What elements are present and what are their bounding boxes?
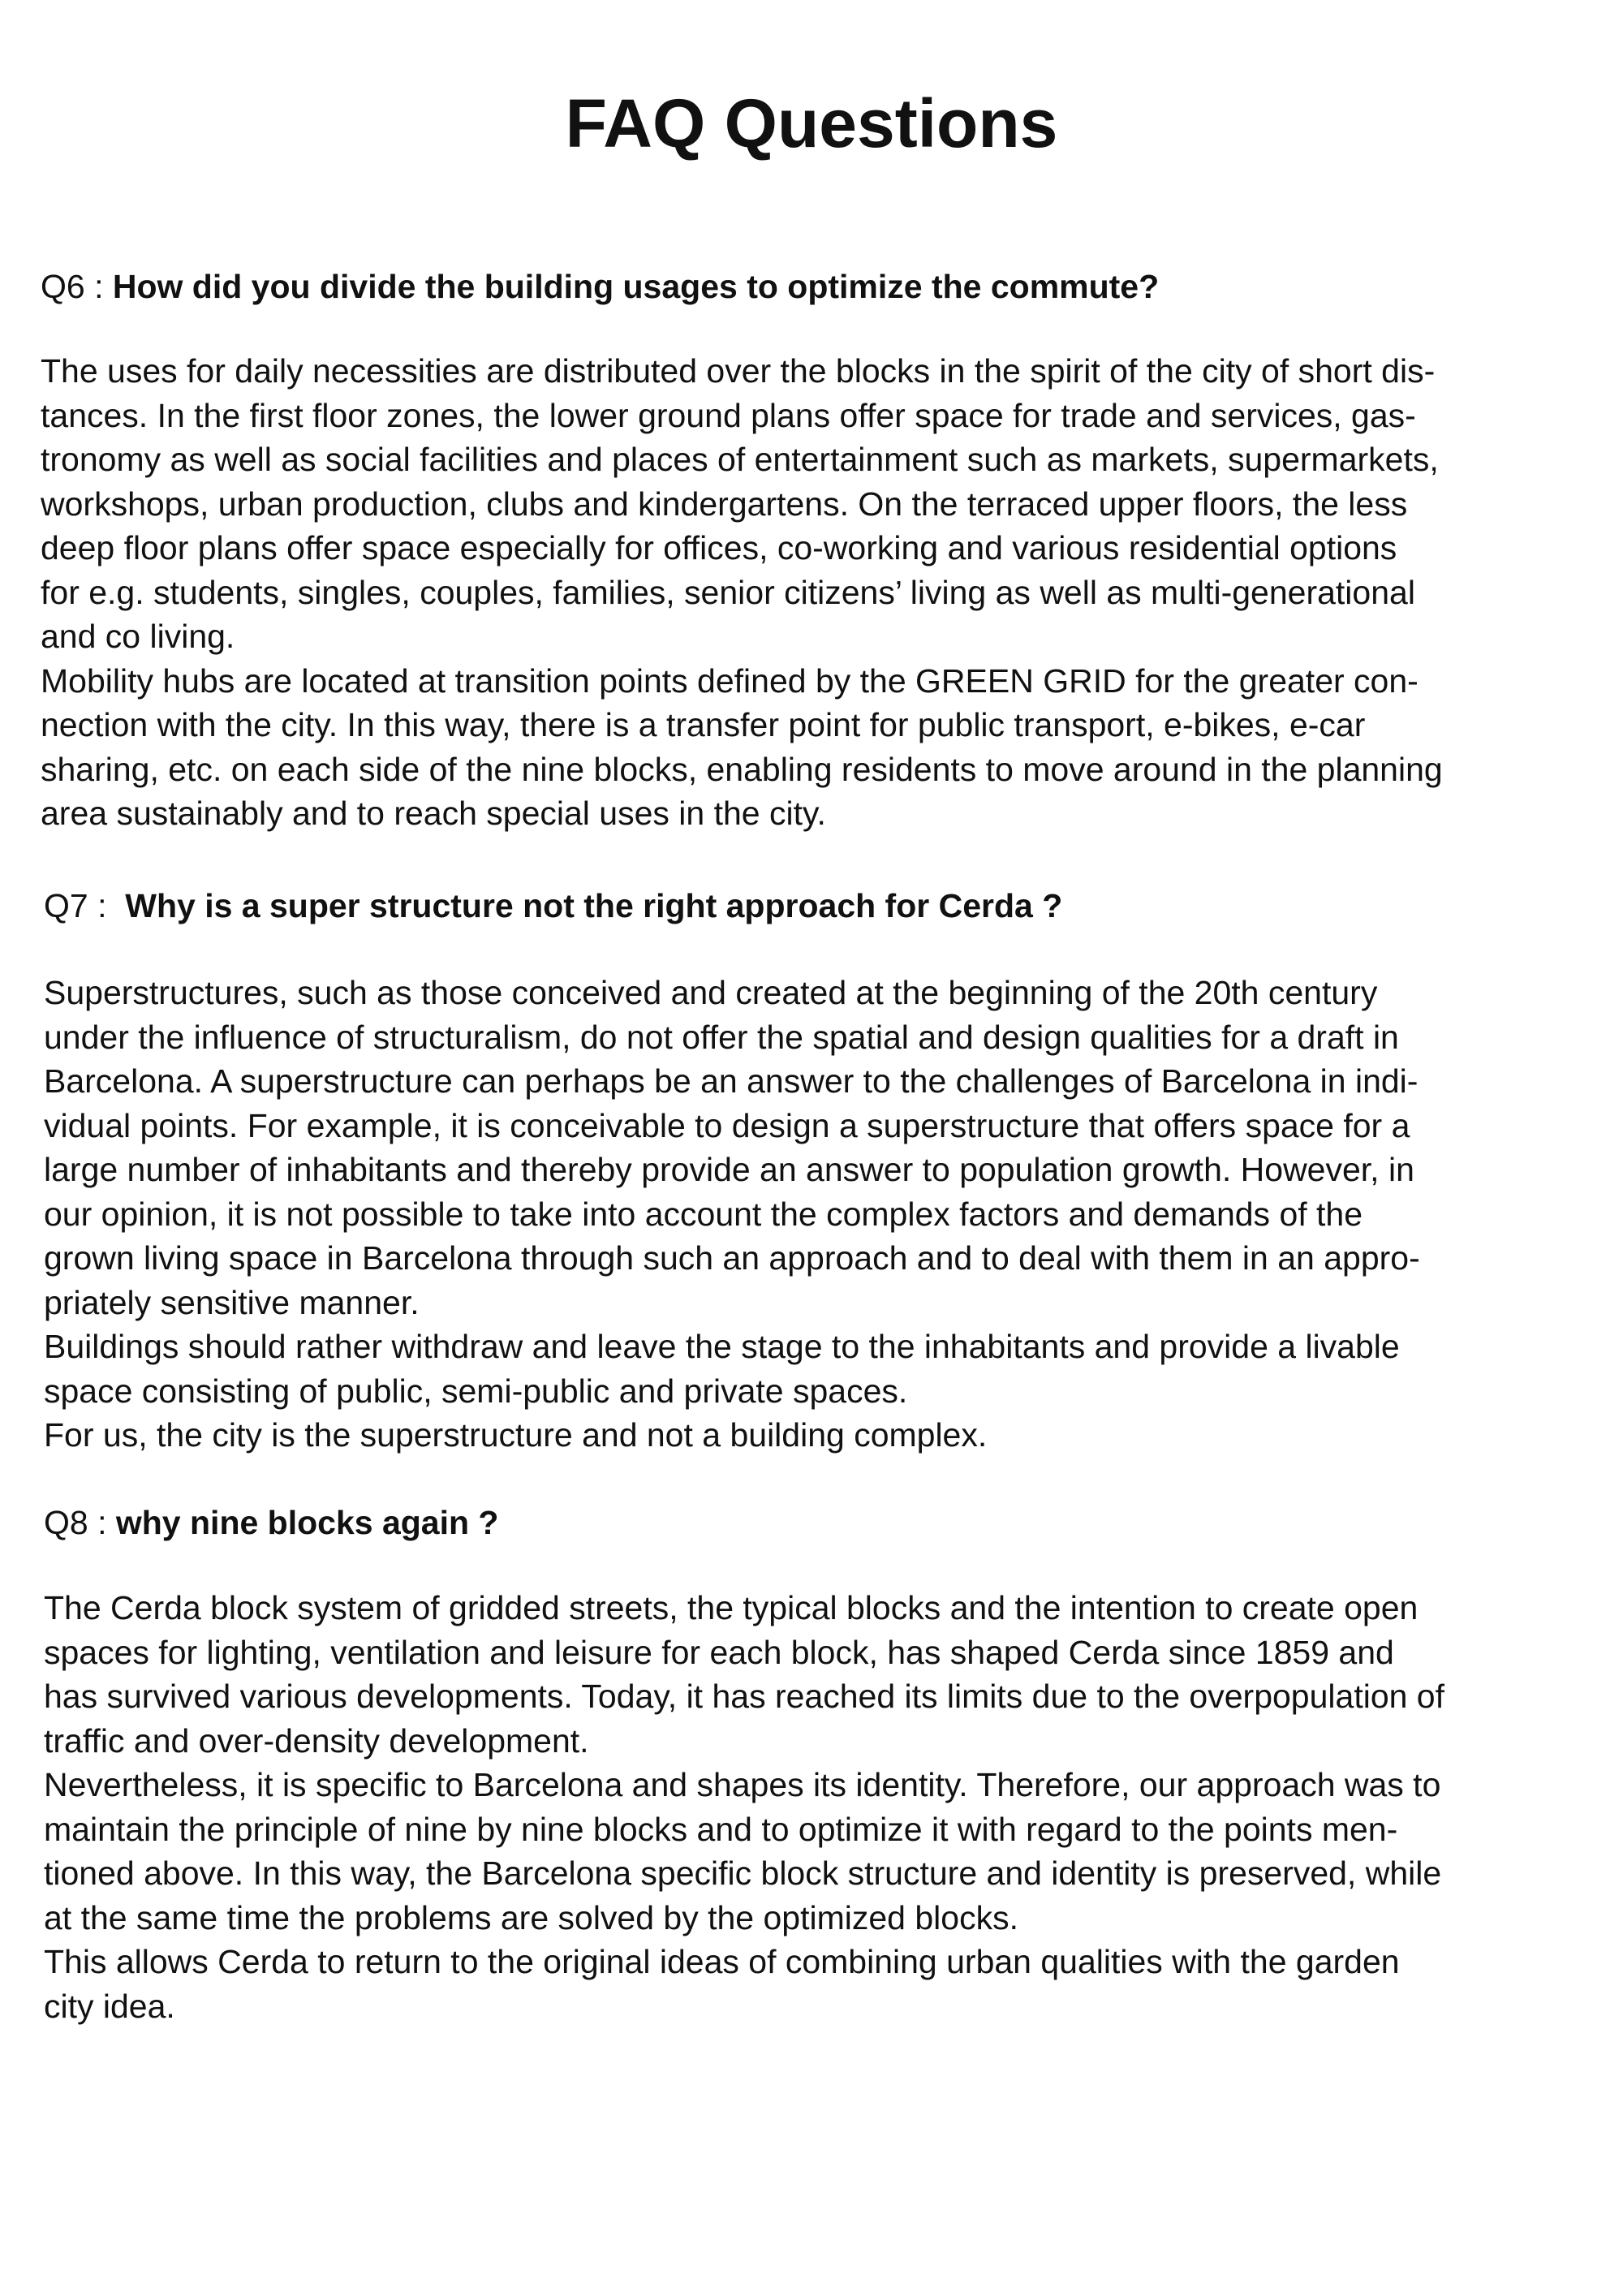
answer-line: Mobility hubs are located at transition points defined by the GREEN GRID for the greater con- — [41, 661, 1419, 700]
answer-line: has survived various developments. Today, it has reached its limits due to the overpopulation of — [44, 1678, 1445, 1715]
answer-line: vidual points. For example, it is conceivable to design a superstructure that offers space for a — [44, 1106, 1410, 1144]
answer-line: Buildings should rather withdraw and leave the stage to the inhabitants and provide a livable — [44, 1328, 1400, 1365]
question-number: Q8 : — [44, 1504, 116, 1541]
answer-line: space consisting of public, semi-public and private spaces. — [44, 1372, 908, 1410]
page-title: FAQ Questions — [565, 85, 1058, 162]
answer-line: The uses for daily necessities are distributed over the blocks in the spirit of the city of short dis- — [41, 352, 1436, 390]
answer-line: deep floor plans offer space especially for offices, co-working and various residential options — [41, 529, 1397, 566]
faq-question-7 — [44, 881, 1586, 930]
answer-line: tioned above. In this way, the Barcelona specific block structure and identity is preserved, while — [44, 1854, 1442, 1892]
answer-line: nection with the city. In this way, there is a transfer point for public transport, e-bikes, e-car — [41, 706, 1366, 743]
answer-line: Superstructures, such as those conceived and created at the beginning of the 20th century — [44, 974, 1378, 1011]
faq-answer-7 — [44, 971, 1586, 1458]
answer-line: for e.g. students, singles, couples, families, senior citizens’ living as well as multi-generational — [41, 573, 1415, 611]
answer-line: priately sensitive manner. — [44, 1283, 420, 1321]
answer-line: workshops, urban production, clubs and kindergartens. On the terraced upper floors, the less — [41, 485, 1408, 523]
answer-line: area sustainably and to reach special uses in the city. — [41, 795, 826, 832]
faq-answer-8 — [44, 1586, 1586, 2028]
answer-line: city idea. — [44, 1987, 175, 2025]
faq-answer-6 — [41, 349, 1582, 836]
question-text: Why is a super structure not the right approach for Cerda ? — [125, 887, 1063, 924]
question-text: How did you divide the building usages to optimize the commute? — [112, 268, 1160, 305]
answer-line: at the same time the problems are solved by the optimized blocks. — [44, 1898, 1018, 1936]
question-text: why nine blocks again ? — [115, 1504, 499, 1541]
answer-line: This allows Cerda to return to the original ideas of combining urban qualities with the garden — [44, 1943, 1400, 1980]
answer-line: our opinion, it is not possible to take into account the complex factors and demands of the — [44, 1195, 1363, 1233]
answer-line: under the influence of structuralism, do not offer the spatial and design qualities for a draft in — [44, 1018, 1399, 1056]
answer-line: sharing, etc. on each side of the nine blocks, enabling residents to move around in the planning — [41, 750, 1443, 788]
answer-line: Barcelona. A superstructure can perhaps be an answer to the challenges of Barcelona in indi- — [44, 1062, 1419, 1100]
question-number: Q6 : — [41, 268, 113, 305]
faq-question-8 — [44, 1498, 1586, 1547]
answer-line: maintain the principle of nine by nine blocks and to optimize it with regard to the points men- — [44, 1810, 1398, 1848]
answer-line: tronomy as well as social facilities and places of entertainment such as markets, supermarkets, — [41, 441, 1439, 478]
answer-line: spaces for lighting, ventilation and leisure for each block, has shaped Cerda since 1859 and — [44, 1633, 1394, 1671]
answer-line: grown living space in Barcelona through such an approach and to deal with them in an appro- — [44, 1239, 1420, 1277]
question-number: Q7 : — [44, 887, 126, 924]
answer-line: The Cerda block system of gridded streets, the typical blocks and the intention to create open — [44, 1589, 1419, 1626]
faq-question-6 — [41, 262, 1582, 311]
answer-line: and co living. — [41, 618, 235, 655]
answer-line: large number of inhabitants and thereby provide an answer to population growth. However, in — [44, 1151, 1414, 1188]
answer-line: Nevertheless, it is specific to Barcelona and shapes its identity. Therefore, our approach was to — [44, 1766, 1441, 1803]
answer-line: tances. In the first floor zones, the lower ground plans offer space for trade and services, gas- — [41, 396, 1416, 434]
answer-line: traffic and over-density development. — [44, 1721, 589, 1760]
answer-line: For us, the city is the superstructure and not a building complex. — [44, 1416, 988, 1454]
